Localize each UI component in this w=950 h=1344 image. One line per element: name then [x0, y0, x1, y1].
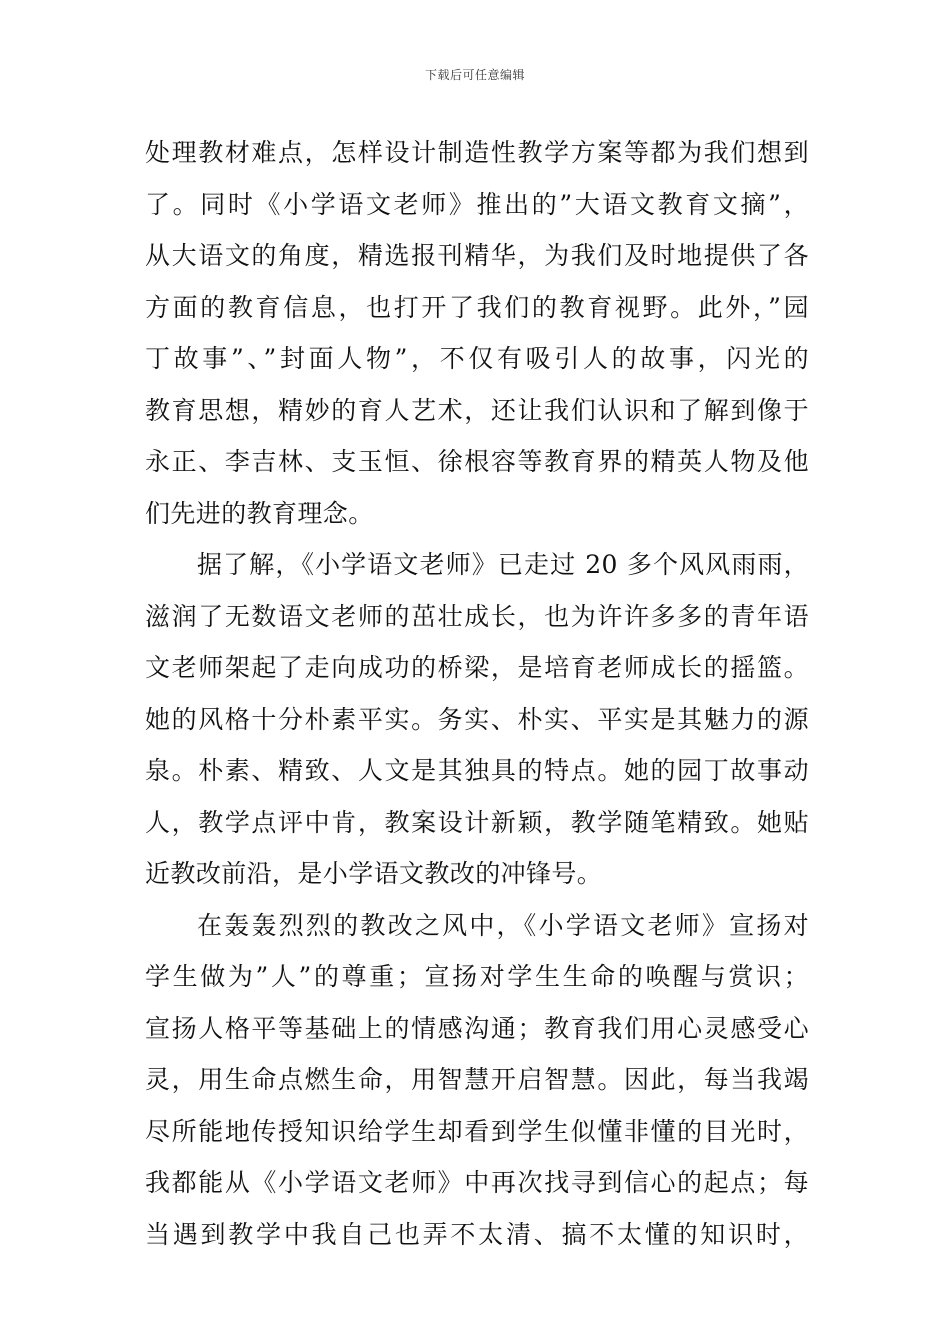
text-line: 处理教材难点，怎样设计制造性教学方案等都为我们想到 [145, 138, 809, 167]
text-line: 灵，用生命点燃生命，用智慧开启智慧。因此，每当我竭 [145, 1065, 809, 1094]
text-line: 在轰轰烈烈的教改之风中，《小学语文老师》宣扬对 [197, 910, 809, 940]
text-line: 她的风格十分朴素平实。务实、朴实、平实是其魅力的源 [145, 704, 809, 734]
text-line: 永正、李吉林、支玉恒、徐根容等教育界的精英人物及他 [145, 447, 809, 476]
text-line: 从大语文的角度，精选报刊精华，为我们及时地提供了各 [145, 241, 809, 270]
text-line: 近教改前沿，是小学语文教改的冲锋号。 [145, 859, 603, 888]
text-line: 教育思想，精妙的育人艺术，还让我们认识和了解到像于 [145, 395, 809, 425]
text-line: 宣扬人格平等基础上的情感沟通；教育我们用心灵感受心 [145, 1013, 809, 1043]
text-line: 我都能从《小学语文老师》中再次找寻到信心的起点；每 [145, 1168, 809, 1197]
text-line: 据了解，《小学语文老师》已走过 20 多个风风雨雨， [197, 550, 809, 579]
text-line: 学生做为”人”的尊重；宣扬对学生生命的唤醒与赏识； [145, 962, 809, 991]
text-line: 文老师架起了走向成功的桥梁，是培育老师成长的摇篮。 [145, 653, 809, 682]
body-text [145, 127, 809, 1260]
page-header: 下载后可任意编辑 [424, 68, 525, 82]
text-line: 尽所能地传授知识给学生却看到学生似懂非懂的目光时， [145, 1116, 809, 1146]
text-line: 们先进的教育理念。 [145, 498, 374, 528]
text-line: 丁故事”、”封面人物”，不仅有吸引人的故事，闪光的 [145, 344, 809, 373]
text-line: 方面的教育信息，也打开了我们的教育视野。此外，”园 [145, 292, 809, 322]
text-line: 人，教学点评中肯，教案设计新颖，教学随笔精致。她贴 [145, 807, 809, 837]
text-line: 了。同时《小学语文老师》推出的”大语文教育文摘”， [145, 189, 809, 219]
text-line: 滋润了无数语文老师的茁壮成长，也为许许多多的青年语 [145, 601, 809, 631]
text-line: 当遇到教学中我自己也弄不太清、搞不太懂的知识时， [145, 1219, 809, 1249]
text-line: 泉。朴素、精致、人文是其独具的特点。她的园丁故事动 [145, 756, 809, 785]
